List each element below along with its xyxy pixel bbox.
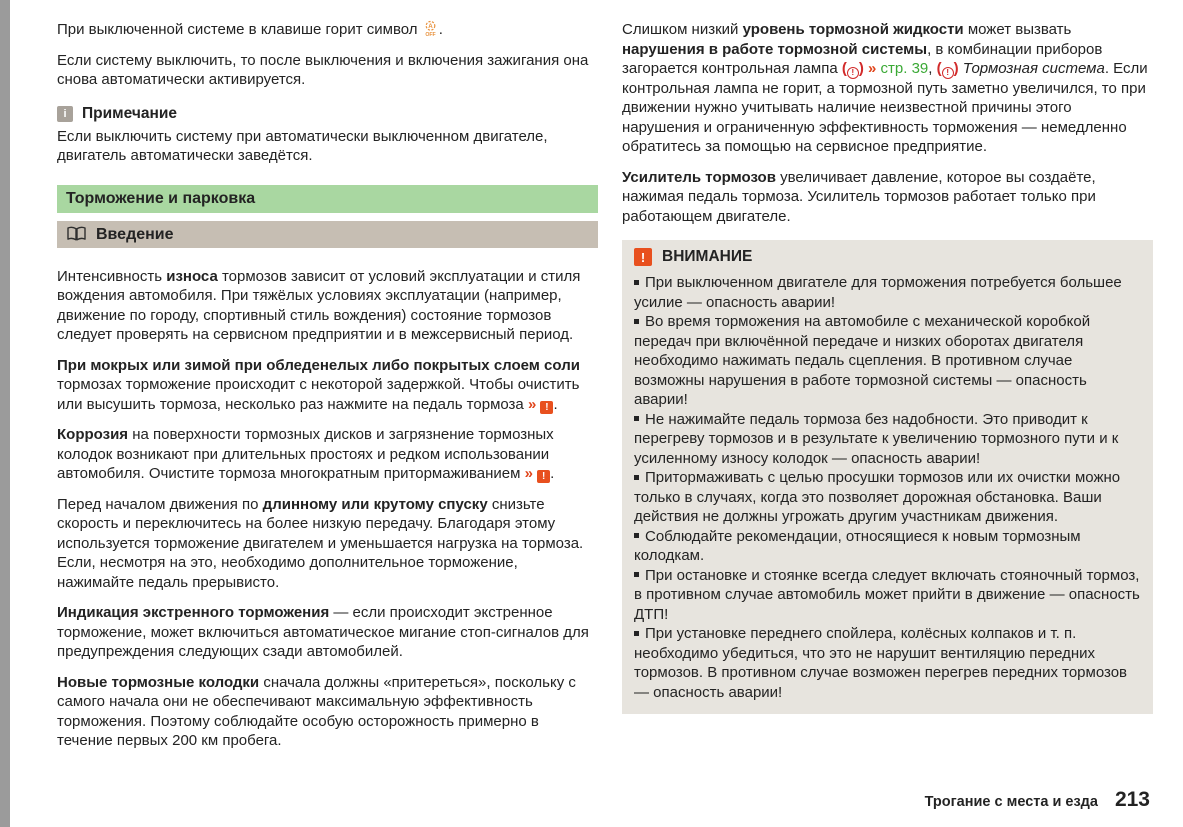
note-text: Если выключить систему при автоматически выключенном двигателе, двигатель автоматически заведётся. xyxy=(57,127,548,164)
brake-warning-lamp-icon: ( ! ) xyxy=(936,60,959,77)
right-column xyxy=(622,20,1153,762)
paragraph-wear: Интенсивность износа тормозов зависит от условий эксплуатации и стиля вождения автомобиля. При тяжёлых условиях эксплуатации (например, движение по городу, спортивный стиль вождения) состояние тормозов следует проверять на сервисном предприятии и в межсервисный период. xyxy=(57,267,581,343)
warning-list-item: Во время торможения на автомобиле с механической коробкой передач при включённой передаче и низких оборотах двигателя необходимо нажимать педаль сцепления. В противном случае возможны нарушения в работе тормозной системы — опасность аварии! xyxy=(634,313,1091,409)
bullet-square-icon xyxy=(634,416,639,421)
paragraph-descent: Перед началом движения по длинному или крутому спуску снизьте скорость и переключитесь на более низкую передачу. Благодаря этому используется торможение двигателем и уменьшается нагрузка на тормоза. Если, несмотря на это, необходимо дополнительное торможение, нажимайте педаль прерывисто. xyxy=(57,495,584,591)
warning-list-item: При остановке и стоянке всегда следует включать стояночный тормоз, в противном случае автомобиль может прийти в движение — опасность ДТП! xyxy=(634,566,1140,623)
paragraph-reactivation: Если систему выключить, то после выключения и включения зажигания она снова автоматически активируется. xyxy=(57,51,589,88)
page-reference-link[interactable]: стр. 39 xyxy=(880,60,929,77)
bullet-square-icon xyxy=(634,475,639,480)
warning-list-item: При выключенном двигателе для торможения потребуется большее усилие — опасность аварии! xyxy=(634,274,1122,311)
brake-lamp-circle: ! xyxy=(942,67,954,79)
svg-text:A: A xyxy=(427,23,433,31)
warning-list-item: Притормаживать с целью просушки тормозов или их очистки можно только в случаях, когда это позволяет дорожная обстановка. Ваши действия не должны угрожать другим участникам движения. xyxy=(634,469,1121,526)
subsection-header-introduction xyxy=(57,221,598,248)
warning-label: ВНИМАНИЕ xyxy=(662,248,753,266)
paragraph-brake-booster: Усилитель тормозов увеличивает давление, которое вы создаёте, нажимая педаль тормоза. Усилитель тормозов работает только при работающем двигателе. xyxy=(622,168,1096,225)
open-book-icon xyxy=(66,226,87,242)
section-header-braking: Торможение и парковка xyxy=(57,185,598,213)
bullet-square-icon xyxy=(634,533,639,538)
brake-lamp-circle: ! xyxy=(847,67,859,79)
subsection-label: Введение xyxy=(96,225,174,243)
note-label: Примечание xyxy=(82,104,177,122)
warning-box xyxy=(622,240,1153,714)
note-header xyxy=(57,105,598,123)
warning-exclamation-icon: ! xyxy=(537,470,550,483)
bullet-square-icon xyxy=(634,572,639,577)
auto-stop-off-icon xyxy=(422,20,439,37)
page-edge-strip xyxy=(0,0,10,827)
left-column xyxy=(57,20,598,762)
paragraph-wet-brakes: При мокрых или зимой при обледенелых либо покрытых слоем соли тормозах торможение происходит с некоторой задержкой. Чтобы очистить или высушить тормоза, несколько раз нажмите на педаль тормоза » ! . xyxy=(57,356,580,413)
paragraph-system-off: При выключенной системе в клавише горит символ A OFF . xyxy=(57,21,443,38)
page-footer xyxy=(925,788,1150,812)
warning-item-list xyxy=(634,273,1141,702)
info-icon: i xyxy=(57,106,73,122)
paragraph-corrosion: Коррозия на поверхности тормозных дисков и загрязнение тормозных колодок возникают при длительных простоях и редком использовании автомобиля. Очистите тормоза многократным притормаживанием » ! . xyxy=(57,426,555,482)
warning-list-item: При установке переднего спойлера, колёсных колпаков и т. п. необходимо убедиться, что это не нарушит вентиляцию передних тормозов. В противном случае возможен перегрев передних тормозов — опасность аварии! xyxy=(634,625,1128,701)
paragraph-new-pads: Новые тормозные колодки сначала должны «притереться», поскольку с самого начала они не обеспечивают максимальную эффективность торможения. Поэтому соблюдайте особую осторожность примерно в течение первых 200 км пробега. xyxy=(57,673,576,749)
page-number: 213 xyxy=(1114,788,1150,811)
bullet-square-icon xyxy=(634,280,639,285)
alert-exclamation-icon: ! xyxy=(634,248,652,266)
warning-header xyxy=(634,248,1141,266)
paragraph-emergency-indication: Индикация экстренного торможения — если происходит экстренное торможение, может включиться автоматическое мигание стоп-сигналов для предупреждения следующих сзади автомобилей. xyxy=(57,604,589,660)
svg-text:OFF: OFF xyxy=(425,32,436,37)
bullet-square-icon xyxy=(634,319,639,324)
bullet-square-icon xyxy=(634,631,639,636)
warning-exclamation-icon: ! xyxy=(540,401,553,414)
warning-list-item: Не нажимайте педаль тормоза без надобности. Это приводит к перегреву тормозов и в результате к увеличению тормозного пути и к усиленному износу колодок — опасность аварии! xyxy=(634,410,1119,467)
paragraph-brake-fluid: Слишком низкий уровень тормозной жидкости может вызвать нарушения в работе тормозной системы, в комбинации приборов загорается контрольная лампа ( ! ) » стр. 39, ( ! ) Тормозная система. Если контрольная лампа не горит, а тормозной путь заметно увеличился, то при движении нужно учитывать наличие неизвестной причины этого нарушения и ограниченную эффективность торможения — немедленно обратитесь за помощью на сервисное предприятие. xyxy=(622,21,1148,156)
brake-warning-lamp-icon: ( ! ) xyxy=(841,60,864,77)
footer-section-title: Трогание с места и езда xyxy=(924,794,1098,810)
warning-list-item: Соблюдайте рекомендации, относящиеся к новым тормозным колодкам. xyxy=(634,527,1081,565)
